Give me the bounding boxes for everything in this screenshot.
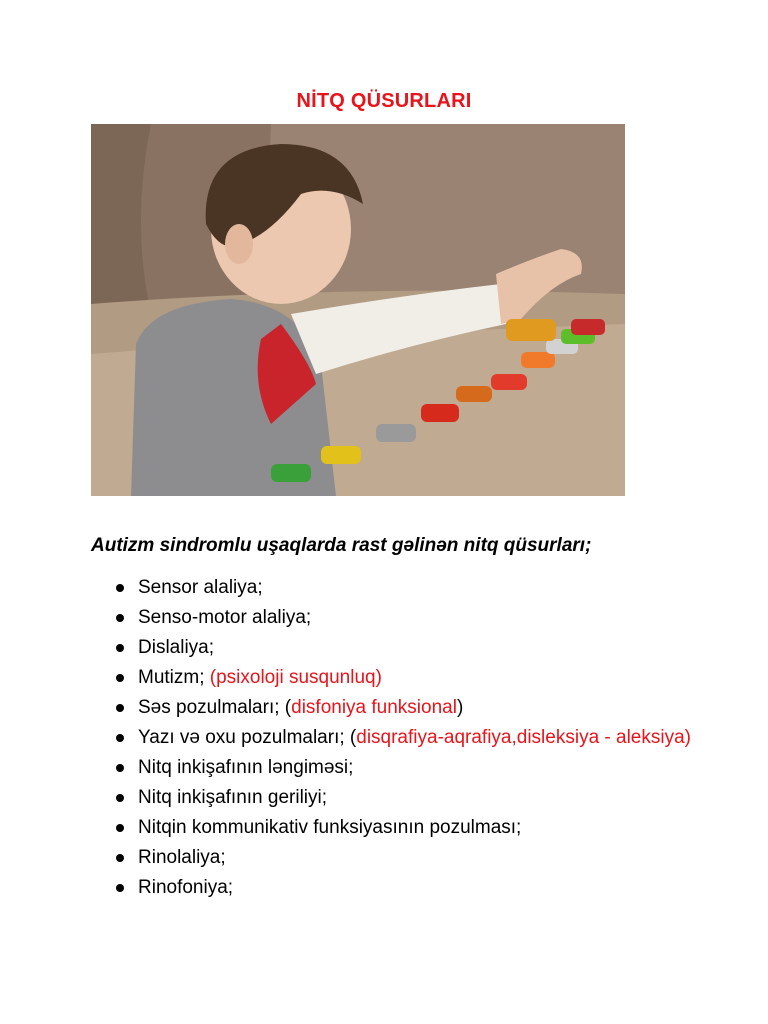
list-item: Nitq inkişafının geriliyi;: [91, 783, 691, 813]
list-item: Yazı və oxu pozulmaları; (disqrafiya-aqrafiya,disleksiya - aleksiya): [91, 723, 691, 753]
list-item: Nitq inkişafının ləngiməsi;: [91, 753, 691, 783]
photo-child-playing-with-toy-cars: [91, 124, 625, 496]
speech-disorder-list: [91, 573, 691, 903]
list-item: Səs pozulmaları; (disfoniya funksional): [91, 693, 691, 723]
list-item: Dislaliya;: [91, 633, 691, 663]
page-title: NİTQ QÜSURLARI: [296, 90, 472, 112]
list-item: Senso-motor alaliya;: [91, 603, 691, 633]
list-item: Nitqin kommunikativ funksiyasının pozulması;: [91, 813, 691, 843]
list-item: Mutizm; (psixoloji susqunluq): [91, 663, 691, 693]
list-item: Sensor alaliya;: [91, 573, 691, 603]
list-item: Rinofoniya;: [91, 873, 691, 903]
list-item: Rinolaliya;: [91, 843, 691, 873]
intro-heading: Autizm sindromlu uşaqlarda rast gəlinən nitq qüsurları;: [91, 535, 592, 556]
